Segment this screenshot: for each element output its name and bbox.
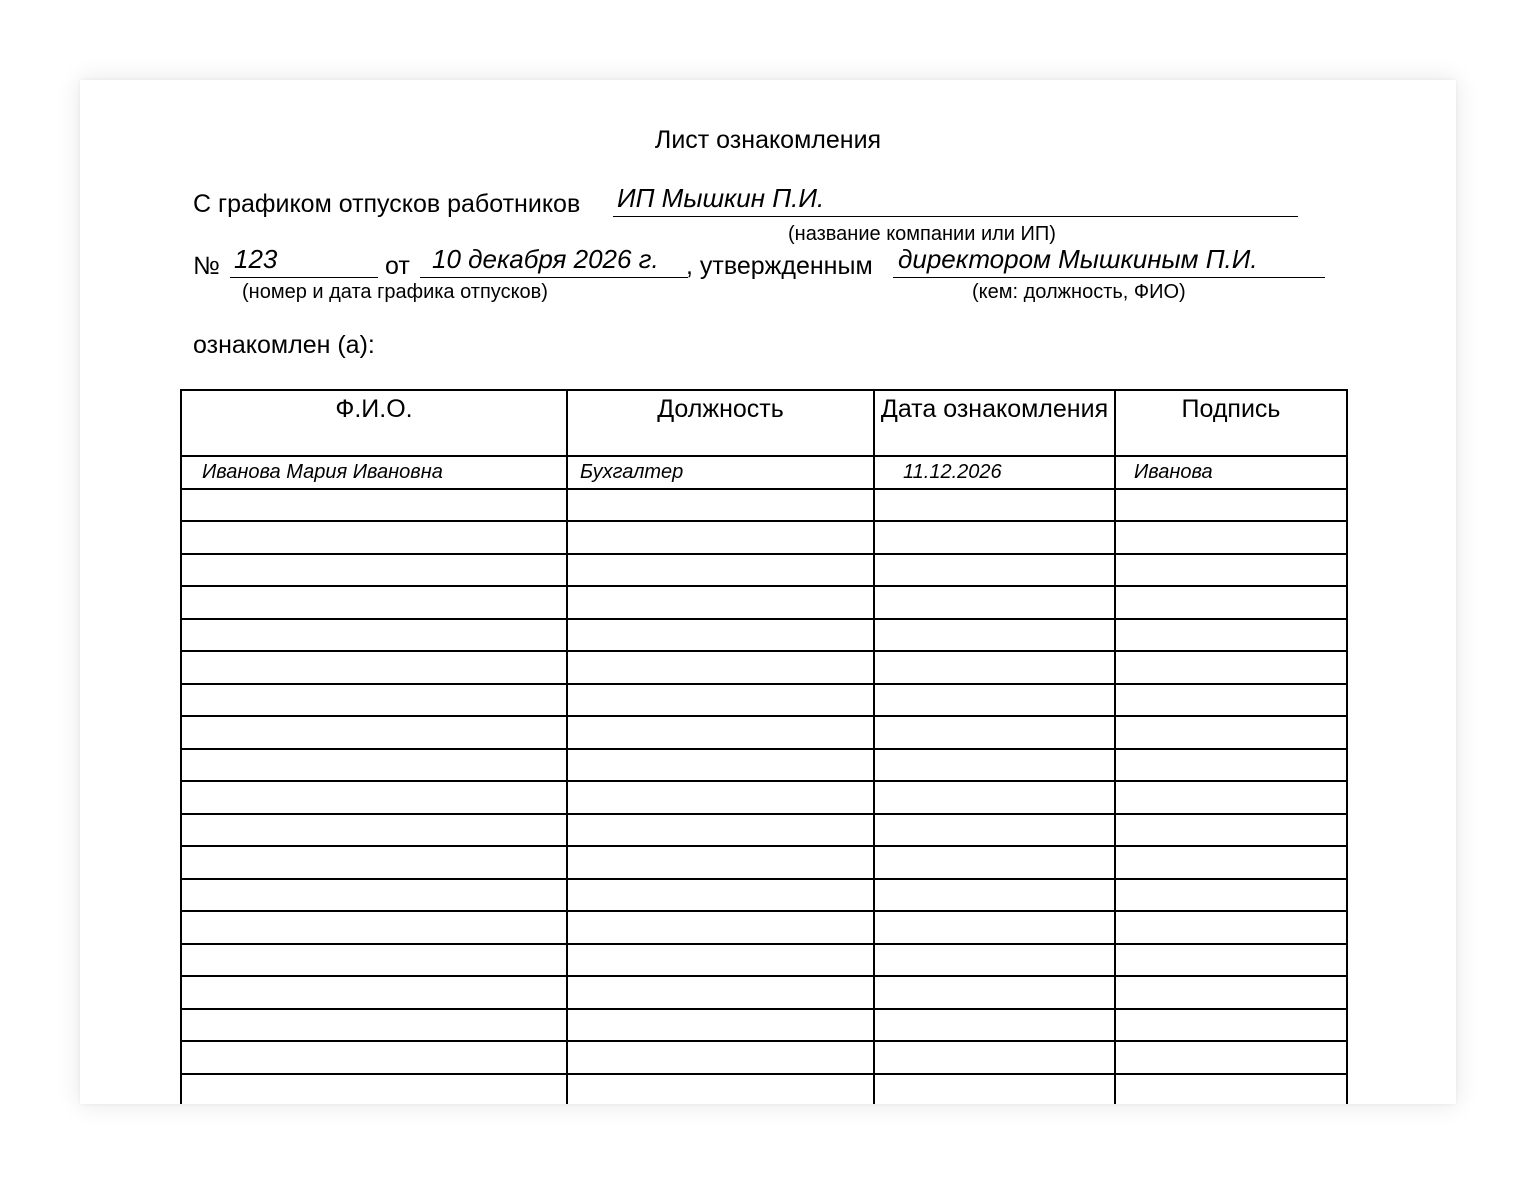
schedule-date-underline xyxy=(420,277,688,278)
cell-signature[interactable] xyxy=(1115,586,1347,619)
cell-full-name[interactable] xyxy=(181,814,567,847)
cell-signature: Иванова xyxy=(1115,456,1347,489)
cell-date[interactable] xyxy=(874,781,1115,814)
header-position: Должность xyxy=(567,390,874,456)
approved-by: директором Мышкиным П.И. xyxy=(898,244,1258,274)
cell-position[interactable] xyxy=(567,781,874,814)
cell-position[interactable] xyxy=(567,684,874,717)
cell-date[interactable] xyxy=(874,684,1115,717)
cell-full-name[interactable] xyxy=(181,521,567,554)
cell-date[interactable] xyxy=(874,944,1115,977)
cell-full-name[interactable] xyxy=(181,944,567,977)
schedule-number: 123 xyxy=(234,244,278,274)
cell-date[interactable] xyxy=(874,976,1115,1009)
cell-position[interactable] xyxy=(567,1074,874,1105)
table-row xyxy=(181,651,1347,684)
cell-full-name[interactable] xyxy=(181,554,567,587)
cell-position[interactable] xyxy=(567,879,874,912)
cell-position[interactable] xyxy=(567,586,874,619)
cell-full-name[interactable] xyxy=(181,846,567,879)
acquainted-label: ознакомлен (а): xyxy=(193,331,375,359)
table-row xyxy=(181,1009,1347,1042)
cell-position[interactable] xyxy=(567,749,874,782)
cell-date[interactable] xyxy=(874,749,1115,782)
approved-word: , утвержденным xyxy=(686,252,873,280)
cell-position[interactable] xyxy=(567,716,874,749)
cell-position[interactable] xyxy=(567,1041,874,1074)
cell-signature[interactable] xyxy=(1115,684,1347,717)
cell-date[interactable] xyxy=(874,911,1115,944)
cell-date[interactable] xyxy=(874,554,1115,587)
cell-date[interactable] xyxy=(874,1009,1115,1042)
table-row xyxy=(181,684,1347,717)
cell-signature[interactable] xyxy=(1115,1041,1347,1074)
cell-date[interactable] xyxy=(874,521,1115,554)
header-full-name: Ф.И.О. xyxy=(181,390,567,456)
schedule-number-underline xyxy=(230,277,378,278)
table-row xyxy=(181,619,1347,652)
cell-signature[interactable] xyxy=(1115,781,1347,814)
table-row xyxy=(181,814,1347,847)
header-signature: Подпись xyxy=(1115,390,1347,456)
cell-date[interactable] xyxy=(874,651,1115,684)
cell-signature[interactable] xyxy=(1115,749,1347,782)
cell-signature[interactable] xyxy=(1115,879,1347,912)
cell-position[interactable] xyxy=(567,489,874,522)
cell-full-name[interactable] xyxy=(181,716,567,749)
cell-position: Бухгалтер xyxy=(567,456,874,489)
cell-full-name[interactable] xyxy=(181,619,567,652)
cell-date[interactable] xyxy=(874,489,1115,522)
cell-signature[interactable] xyxy=(1115,554,1347,587)
cell-full-name[interactable] xyxy=(181,489,567,522)
cell-full-name[interactable] xyxy=(181,781,567,814)
cell-position[interactable] xyxy=(567,976,874,1009)
cell-signature[interactable] xyxy=(1115,1074,1347,1105)
company-name: ИП Мышкин П.И. xyxy=(617,183,825,213)
document-title: Лист ознакомления xyxy=(654,126,882,154)
cell-full-name[interactable] xyxy=(181,879,567,912)
table-row xyxy=(181,846,1347,879)
cell-signature[interactable] xyxy=(1115,911,1347,944)
table-row xyxy=(181,879,1347,912)
cell-date[interactable] xyxy=(874,1074,1115,1105)
cell-date[interactable] xyxy=(874,814,1115,847)
header-date: Дата ознакомления xyxy=(874,390,1115,456)
cell-full-name[interactable] xyxy=(181,749,567,782)
cell-date[interactable] xyxy=(874,879,1115,912)
cell-full-name[interactable] xyxy=(181,651,567,684)
cell-signature[interactable] xyxy=(1115,489,1347,522)
table-row xyxy=(181,521,1347,554)
cell-signature[interactable] xyxy=(1115,944,1347,977)
from-word: от xyxy=(385,252,410,280)
table-header-row xyxy=(181,390,1347,456)
table-row xyxy=(181,554,1347,587)
cell-date[interactable] xyxy=(874,586,1115,619)
cell-full-name[interactable] xyxy=(181,976,567,1009)
cell-position[interactable] xyxy=(567,944,874,977)
cell-date[interactable] xyxy=(874,846,1115,879)
cell-position[interactable] xyxy=(567,1009,874,1042)
cell-full-name[interactable] xyxy=(181,684,567,717)
number-date-hint: (номер и дата графика отпусков) xyxy=(242,281,548,303)
schedule-intro-text: С графиком отпусков работников xyxy=(193,190,581,218)
number-sign: № xyxy=(193,252,220,280)
table-row xyxy=(181,489,1347,522)
table-row xyxy=(181,976,1347,1009)
cell-full-name[interactable] xyxy=(181,1074,567,1105)
table-row xyxy=(181,586,1347,619)
table-row xyxy=(181,749,1347,782)
cell-full-name[interactable] xyxy=(181,911,567,944)
cell-position[interactable] xyxy=(567,651,874,684)
cell-full-name[interactable] xyxy=(181,1041,567,1074)
cell-signature[interactable] xyxy=(1115,846,1347,879)
cell-signature[interactable] xyxy=(1115,976,1347,1009)
table-row xyxy=(181,911,1347,944)
cell-signature[interactable] xyxy=(1115,521,1347,554)
cell-date[interactable] xyxy=(874,716,1115,749)
table-row xyxy=(181,456,1347,489)
table-row xyxy=(181,1041,1347,1074)
cell-position[interactable] xyxy=(567,619,874,652)
table-row xyxy=(181,781,1347,814)
cell-position[interactable] xyxy=(567,521,874,554)
cell-signature[interactable] xyxy=(1115,619,1347,652)
table-row xyxy=(181,944,1347,977)
cell-position[interactable] xyxy=(567,911,874,944)
cell-full-name[interactable] xyxy=(181,1009,567,1042)
cell-full-name: Иванова Мария Ивановна xyxy=(181,456,567,489)
cell-date: 11.12.2026 xyxy=(874,456,1115,489)
approved-by-underline xyxy=(893,277,1325,278)
approved-hint: (кем: должность, ФИО) xyxy=(972,281,1186,303)
schedule-date: 10 декабря 2026 г. xyxy=(432,244,659,274)
cell-position[interactable] xyxy=(567,554,874,587)
cell-signature[interactable] xyxy=(1115,651,1347,684)
company-hint: (название компании или ИП) xyxy=(788,223,1056,245)
cell-full-name[interactable] xyxy=(181,586,567,619)
cell-position[interactable] xyxy=(567,814,874,847)
cell-position[interactable] xyxy=(567,846,874,879)
document-page xyxy=(80,80,1456,1104)
cell-date[interactable] xyxy=(874,1041,1115,1074)
table-row xyxy=(181,1074,1347,1105)
table-row xyxy=(181,716,1347,749)
cell-signature[interactable] xyxy=(1115,1009,1347,1042)
cell-signature[interactable] xyxy=(1115,814,1347,847)
acquaintance-table xyxy=(180,389,1348,1104)
cell-signature[interactable] xyxy=(1115,716,1347,749)
cell-date[interactable] xyxy=(874,619,1115,652)
company-underline xyxy=(613,216,1298,217)
